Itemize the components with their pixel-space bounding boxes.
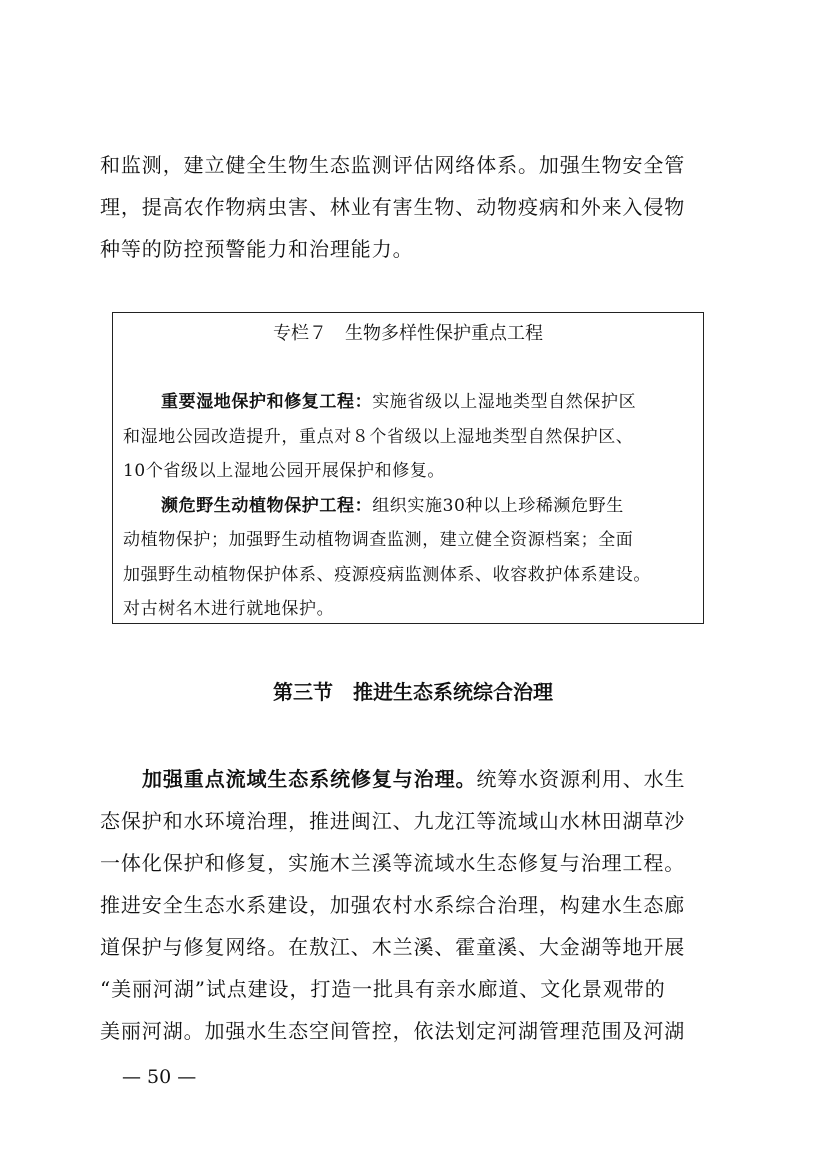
box-item-2-line [123,489,697,524]
box-item-2-line: 加强野生动植物保护体系、疫源疫病监测体系、收容救护体系建设。 [123,564,651,585]
paragraph-line: 态保护和水环境治理，推进闽江、九龙江等流域山水林田湖草沙 [100,809,686,833]
paragraph-lead: 加强重点流域生态系统修复与治理。 [142,767,477,791]
box-item-1-line [123,385,697,420]
box-item-1-line: 和湿地公园改造提升，重点对８个省级以上湿地类型自然保护区、 [123,426,634,447]
paragraph-line: 理，提高农作物病虫害、林业有害生物、动物疫病和外来入侵物 [100,195,686,219]
paragraph-line: 和监测，建立健全生物生态监测评估网络体系。加强生物安全管 [100,153,686,177]
paragraph-line: 道保护与修复网络。在敖江、木兰溪、霍童溪、大金湖等地开展 [100,935,686,959]
paragraph-line: 推进安全生态水系建设，加强农村水系综合治理，构建水生态廊 [100,893,686,917]
feature-box-title: 专栏７ 生物多样性保护重点工程 [273,323,543,344]
intro-paragraph [100,144,720,270]
box-item-1-line: 10个省级以上湿地公园开展保护和修复。 [123,461,446,481]
paragraph-line: 美丽河湖。加强水生态空间管控，依法划定河湖管理范围及河湖 [100,1019,686,1043]
box-item-1-text: 实施省级以上湿地类型自然保护区 [372,392,637,412]
box-item-1-heading: 重要湿地保护和修复工程： [161,392,373,412]
page-number: — 50 — [122,1066,197,1088]
paragraph-line: 一体化保护和修复，实施木兰溪等流域水生态修复与治理工程。 [100,851,686,875]
feature-box [112,312,704,624]
box-item-2-text: 组织实施30种以上珍稀濒危野生 [372,495,624,516]
paragraph-text: 统筹水资源利用、水生 [476,767,686,791]
paragraph-line: 种等的防控预警能力和治理能力。 [100,237,414,261]
main-paragraph [100,758,720,1052]
feature-box-body [123,385,697,627]
paragraph-line [100,758,720,800]
box-item-2-line: 动植物保护；加强野生动植物调查监测，建立健全资源档案；全面 [123,530,634,550]
box-item-2-line: 对古树名木进行就地保护。 [123,599,335,619]
paragraph-line: “美丽河湖”试点建设，打造一批具有亲水廊道、文化景观带的 [100,977,666,1001]
box-item-2-heading: 濒危野生动植物保护工程： [161,495,373,516]
section-title: 第三节 推进生态系统综合治理 [273,680,553,704]
